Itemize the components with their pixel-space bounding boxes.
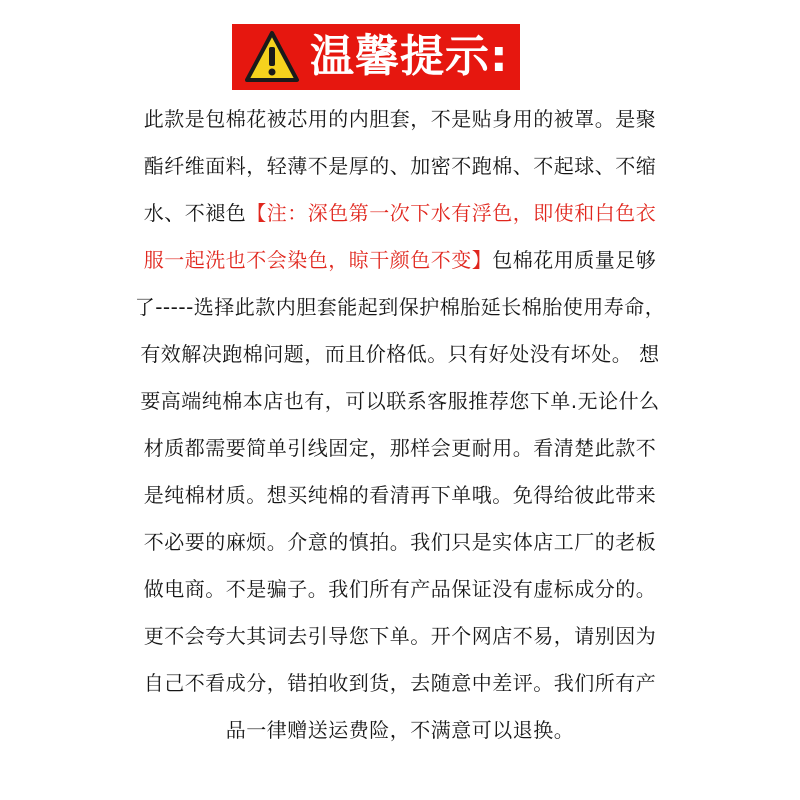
- line-text: 包棉花用质量足够: [492, 248, 657, 272]
- line-text: 不必要的麻烦。介意的慎拍。我们只是实体店工厂的老板: [143, 530, 657, 554]
- notice-line: [0, 331, 800, 378]
- line-text: 做电商。不是骗子。我们所有产品保证没有虚标成分的。: [143, 577, 657, 601]
- line-text: 是纯棉材质。想买纯棉的看清再下单哦。免得给彼此带来: [143, 483, 657, 507]
- line-text: 材质都需要简单引线固定，那样会更耐用。看清楚此款不: [143, 436, 657, 460]
- line-text: 水、不褪色: [143, 201, 247, 225]
- notice-line: [0, 707, 800, 754]
- line-text: 品一律赠送运费险，不满意可以退换。: [225, 718, 575, 742]
- notice-line: [0, 425, 800, 472]
- notice-line: [0, 190, 800, 237]
- line-text: 此款是包棉花被芯用的内胆套，不是贴身用的被罩。是聚: [143, 107, 657, 131]
- notice-line: [0, 660, 800, 707]
- line-note-text: 【注：深色第一次下水有浮色，即使和白色衣: [246, 201, 657, 225]
- notice-line: [0, 284, 800, 331]
- notice-line: [0, 519, 800, 566]
- line-text: 有效解决跑棉问题，而且价格低。只有好处没有坏处。 想: [140, 342, 660, 366]
- warning-banner: [232, 24, 520, 90]
- notice-line: [0, 613, 800, 660]
- warning-triangle-icon: [244, 29, 300, 85]
- line-text: 要高端纯棉本店也有，可以联系客服推荐您下单.无论什么: [140, 389, 660, 413]
- notice-line: [0, 472, 800, 519]
- notice-line: [0, 143, 800, 190]
- notice-line: [0, 237, 800, 284]
- notice-body: [0, 96, 800, 754]
- notice-line: [0, 378, 800, 425]
- banner-title: 温馨提示:: [310, 31, 509, 82]
- line-text: 自己不看成分，错拍收到货，去随意中差评。我们所有产: [143, 671, 657, 695]
- line-text: 了-----选择此款内胆套能起到保护棉胎延长棉胎使用寿命，: [134, 295, 666, 319]
- notice-line: [0, 96, 800, 143]
- notice-line: [0, 566, 800, 613]
- line-text: 更不会夸大其词去引导您下单。开个网店不易，请别因为: [143, 624, 657, 648]
- line-note-text: 服一起洗也不会染色，晾干颜色不变】: [143, 248, 493, 272]
- line-text: 酯纤维面料，轻薄不是厚的、加密不跑棉、不起球、不缩: [143, 154, 657, 178]
